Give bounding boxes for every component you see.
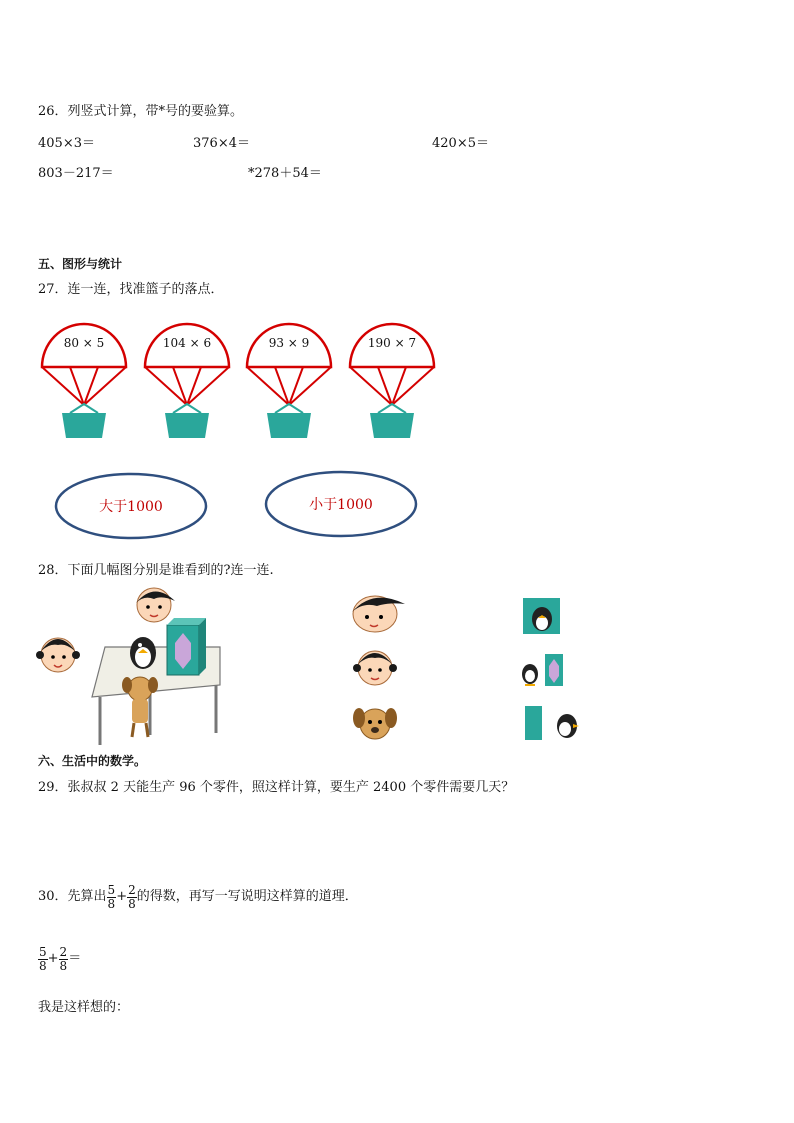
parachute-3-label: 93 × 9: [268, 336, 310, 350]
target-greater-label: 大于1000: [99, 499, 163, 515]
q27-title: 27．连一连，找准篮子的落点．: [38, 282, 224, 297]
parachute-3: [247, 324, 331, 438]
q30-prefix: 30．先算出: [38, 889, 107, 904]
view-front-icon: [523, 598, 560, 634]
q30-thought: 我是这样想的：: [38, 1000, 130, 1015]
q30-expression: [38, 939, 81, 980]
view-right-icon: [525, 706, 579, 740]
q26-title: 26．列竖式计算，带*号的要验算。: [38, 104, 244, 119]
view-left-icon: [522, 654, 563, 686]
q29-title: 29．张叔叔 2 天能生产 96 个零件，照这样计算，要生产 2400 个零件需要几天？: [38, 780, 515, 795]
q30-expr-fraction-1: $\frac{5}{8}$: [39, 944, 47, 973]
target-greater: [56, 474, 206, 538]
q30-suffix: 的得数，再写一写说明这样算的道理．: [136, 889, 358, 904]
q28-title: 28．下面几幅图分别是谁看到的?连一连.: [38, 563, 274, 578]
parachute-4-label: 190 × 7: [367, 336, 417, 350]
target-less-label: 小于1000: [309, 497, 373, 513]
q26-item-3: 420×5＝: [432, 136, 489, 151]
q30-expr-plus: +: [47, 951, 59, 966]
parachute-2-label: 104 × 6: [162, 336, 212, 350]
q28-views: [515, 596, 590, 746]
q26-item-2: 376×4＝: [193, 136, 250, 151]
dog-icon: [128, 677, 152, 701]
target-less: [266, 472, 416, 536]
section-5-heading: 五、图形与统计: [38, 257, 123, 271]
parachute-1-label: 80 × 5: [63, 336, 105, 350]
q30-title: [38, 877, 358, 918]
viewer-girl-icon: [353, 651, 397, 685]
q30-plus: +: [116, 889, 128, 904]
parachute-4: [350, 324, 434, 438]
parachute-2: [145, 324, 229, 438]
q30-fraction-2: $\frac{2}{8}$: [128, 882, 136, 911]
section-6-heading: 六、生活中的数学。: [38, 754, 147, 768]
q27-figure: [0, 310, 460, 550]
q26-item-5: *278＋54＝: [248, 166, 322, 181]
viewer-boy-icon: [352, 596, 405, 632]
q30-expr-fraction-2: $\frac{2}{8}$: [59, 944, 68, 973]
q26-item-1: 405×3＝: [38, 136, 95, 151]
q30-expr-equals: ＝: [68, 951, 82, 966]
q26-item-4: 803－217＝: [38, 166, 114, 181]
q28-viewers: [345, 592, 415, 744]
viewer-dog-icon: [353, 708, 397, 739]
q28-scene: [30, 585, 230, 745]
q30-fraction-1: $\frac{5}{8}$: [107, 882, 116, 911]
parachute-1: [42, 324, 126, 438]
